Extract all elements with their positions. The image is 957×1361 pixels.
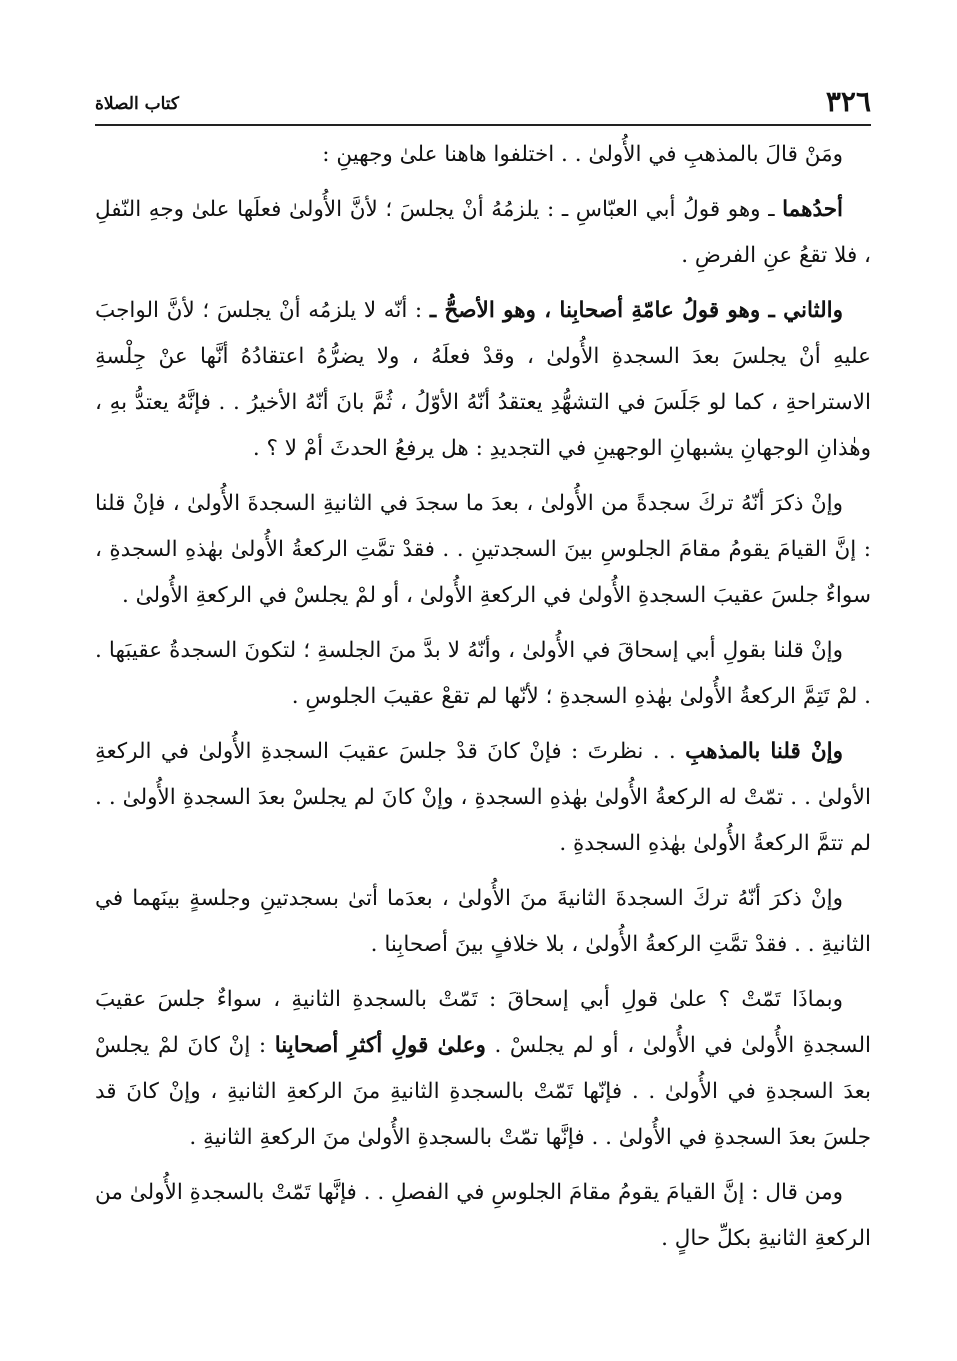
text-segment: ومَنْ قالَ بالمذهبِ في الأُولىٰ . . اختلفوا هاهنا علىٰ وجهينِ : [322, 142, 843, 167]
text-segment: ومن قال : إنَّ القيامَ يقومُ مقامَ الجلوسِ في الفصلِ . . فإنَّها تَمّتْ بالسجدةِ الأُولىٰ من الركعةِ الثانيةِ بكلِّ حالٍ . [95, 1180, 871, 1251]
paragraph-9 [95, 1170, 871, 1262]
bold-heading-segment: والثاني ـ وهو قولُ عامّةِ أصحابِنا ، وهو الأصحُّ ـ [429, 298, 843, 323]
text-segment: ـ وهو قولُ أبي العبّاسِ ـ : يلزمُهُ أنْ يجلسَ ؛ لأنَّ الأُولىٰ فعلَها علىٰ وجهِ النّفلِ ، فلا تقعُ عنِ الفرضِ . [95, 197, 871, 268]
paragraph-5 [95, 628, 871, 720]
paragraph-8 [95, 977, 871, 1161]
paragraph-2 [95, 187, 871, 279]
page-header [95, 84, 871, 126]
paragraph-7 [95, 876, 871, 968]
bold-heading-segment: وعلىٰ قولِ أكثرِ أصحابِنا [274, 1033, 486, 1058]
paragraph-3 [95, 288, 871, 472]
paragraph-4 [95, 481, 871, 619]
text-segment: . . نظرتَ : فإنْ كانَ قدْ جلسَ عقيبَ السجدةِ الأُولىٰ في الركعةِ الأولىٰ . . تمّتْ له الركعةُ الأُولىٰ بهٰذهِ السجدةِ ، وإنْ كانَ لم يجلسْ بعدَ السجدةِ الأُولىٰ . . لم تتمَّ الركعةُ الأُولىٰ بهٰذهِ السجدةِ . [95, 739, 871, 856]
text-segment: وإنْ ذكرَ أنّهُ تركَ السجدةَ الثانيةَ منَ الأُولىٰ ، بعدَما أتىٰ بسجدتينِ وجلسةٍ بينَهما في الثانيةِ . . فقدْ تمَّتِ الركعةُ الأُولىٰ ، بلا خلافٍ بينَ أصحابِنا . [95, 886, 871, 957]
paragraph-1 [95, 132, 871, 178]
text-segment: : إنْ كانَ لمْ يجلسْ بعدَ السجدةِ في الأُولىٰ . . فإنّها تَمّتْ بالسجدةِ الثانيةِ منَ الركعةِ الثانيةِ ، وإنْ كانَ قد جلسَ بعدَ السجدةِ في الأُولىٰ . . فإنَّها تمّتْ بالسجدةِ الأُولىٰ منَ الركعةِ الثانيةِ . [95, 1033, 871, 1150]
text-segment: وإنْ ذكرَ أنّهُ تركَ سجدةً من الأُولىٰ ، بعدَ ما سجدَ في الثانيةِ السجدةَ الأُولىٰ ، فإنْ قلنا : إنَّ القيامَ يقومُ مقامَ الجلوسِ بينَ السجدتينِ . . فقدْ تمَّتِ الركعةُ الأُولىٰ بهٰذهِ السجدةِ ، سواءٌ جلسَ عقيبَ السجدةِ الأُولىٰ في الركعةِ الأُولىٰ ، أو لمْ يجلسْ في الركعةِ الأُولىٰ . [95, 491, 871, 608]
bold-heading-segment: أحدُهما [782, 197, 843, 222]
running-title: كتاب الصلاة [95, 94, 180, 114]
text-segment: وبماذَا تَمّتْ ؟ علىٰ قولِ أبي إسحاقَ : تَمّتْ بالسجدةِ الثانيةِ ، سواءٌ جلسَ عقيبَ السجدةِ الأُولىٰ في الأُولىٰ ، أو لم يجلسْ . [95, 987, 871, 1058]
text-segment: : أنّه لا يلزمُه أنْ يجلسَ ؛ لأنَّ الواجبَ عليهِ أنْ يجلسَ بعدَ السجدةِ الأُولىٰ ، وقدْ فعلَهُ ، ولا يضرُّهُ اعتقادُهُ أنَّها عنْ جِلْسةِ الاستراحةِ ، كما لو جَلَسَ في التشهُّدِ يعتقدُ أنّهُ الأوّلُ ، ثُمَّ بانَ أنّهُ الأخيرُ . . فإنَّهُ يعتدُّ بهِ ، وهٰذانِ الوجهانِ يشبهانِ الوجهينِ في التجديدِ : هل يرفعُ الحدثَ أمْ لا ؟ . [95, 298, 871, 461]
text-segment: وإنْ قلنا بقولِ أبي إسحاقَ في الأُولىٰ ، وأنّهُ لا بدَّ منَ الجلسةِ ؛ لتكونَ السجدةُ عقيبَها . . لمْ تَتِمَّ الركعةُ الأُولىٰ بهٰذهِ السجدةِ ؛ لأنّها لم تقعْ عقيبَ الجلوسِ . [95, 638, 871, 709]
book-page [95, 84, 871, 1324]
bold-heading-segment: وإنْ قلنا بالمذهبِ [685, 739, 843, 764]
paragraph-6 [95, 729, 871, 867]
page-body [95, 126, 871, 1262]
page-number: ٣٢٦ [825, 85, 871, 118]
